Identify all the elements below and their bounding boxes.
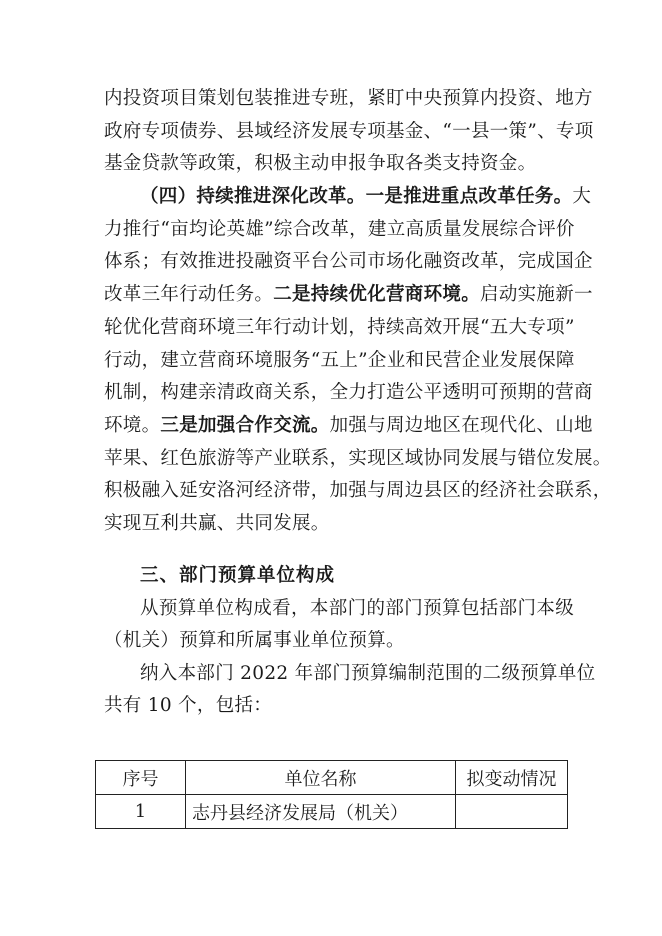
paragraph-line: 从预算单位构成看，本部门的部门预算包括部门本级 bbox=[140, 598, 574, 619]
table-header-row bbox=[96, 761, 568, 795]
column-header-no: 序号 bbox=[96, 761, 186, 795]
cell-name: 志丹县经济发展局（机关） bbox=[186, 795, 456, 829]
paragraph-line: 实现互利共赢、共同发展。 bbox=[104, 513, 330, 534]
paragraph-line: 体系；有效推进投融资平台公司市场化融资改革，完成国企 bbox=[104, 251, 593, 272]
paragraph-line: 纳入本部门 2022 年部门预算编制范围的二级预算单位 bbox=[140, 663, 596, 684]
section-4-first-line bbox=[140, 186, 592, 208]
line8-tail: 加强与周边地区在现代化、山地 bbox=[329, 415, 593, 436]
section-4-line8 bbox=[104, 415, 593, 437]
paragraph-line: 苹果、红色旅游等产业联系，实现区域协同发展与错位发展。 bbox=[104, 448, 612, 469]
cell-change bbox=[456, 795, 568, 829]
paragraph-line: 基金贷款等政策，积极主动申报争取各类支持资金。 bbox=[104, 153, 537, 174]
line8-head: 环境。 bbox=[104, 415, 161, 436]
section-4-title: （四）持续推进深化改革。 bbox=[140, 186, 366, 207]
paragraph-line: 政府专项债券、县域经济发展专项基金、“一县一策”、专项 bbox=[104, 121, 594, 142]
paragraph-line: 积极融入延安洛河经济带，加强与周边县区的经济社会联系， bbox=[104, 480, 612, 501]
paragraph-line: 力推行“亩均论英雄”综合改革，建立高质量发展综合评价 bbox=[104, 219, 575, 240]
column-header-change: 拟变动情况 bbox=[456, 761, 568, 795]
section-4-line1-tail: 大 bbox=[572, 186, 592, 207]
section-4-line4 bbox=[104, 284, 593, 306]
paragraph-line: （机关）预算和所属事业单位预算。 bbox=[104, 630, 405, 651]
line4-head: 改革三年行动任务。 bbox=[104, 284, 274, 305]
cell-no: 1 bbox=[96, 795, 186, 829]
point-3-title: 三是加强合作交流。 bbox=[160, 415, 330, 436]
section-3-heading: 三、部门预算单位构成 bbox=[140, 565, 336, 586]
paragraph-line: 轮优化营商环境三年行动计划，持续高效开展“五大专项” bbox=[104, 317, 575, 338]
paragraph-line: 机制，构建亲清政商关系，全力打造公平透明可预期的营商 bbox=[104, 382, 593, 403]
point-2-title: 二是持续优化营商环境。 bbox=[273, 284, 481, 305]
column-header-name: 单位名称 bbox=[186, 761, 456, 795]
point-1-title: 一是推进重点改革任务。 bbox=[365, 186, 573, 207]
paragraph-line: 共有 10 个，包括： bbox=[104, 695, 273, 716]
paragraph-line: 内投资项目策划包装推进专班，紧盯中央预算内投资、地方 bbox=[104, 88, 593, 109]
line4-tail: 启动实施新一 bbox=[480, 284, 593, 305]
table-row bbox=[96, 795, 568, 829]
paragraph-line: 行动，建立营商环境服务“五上”企业和民营企业发展保障 bbox=[104, 350, 575, 371]
budget-units-table bbox=[95, 760, 568, 829]
